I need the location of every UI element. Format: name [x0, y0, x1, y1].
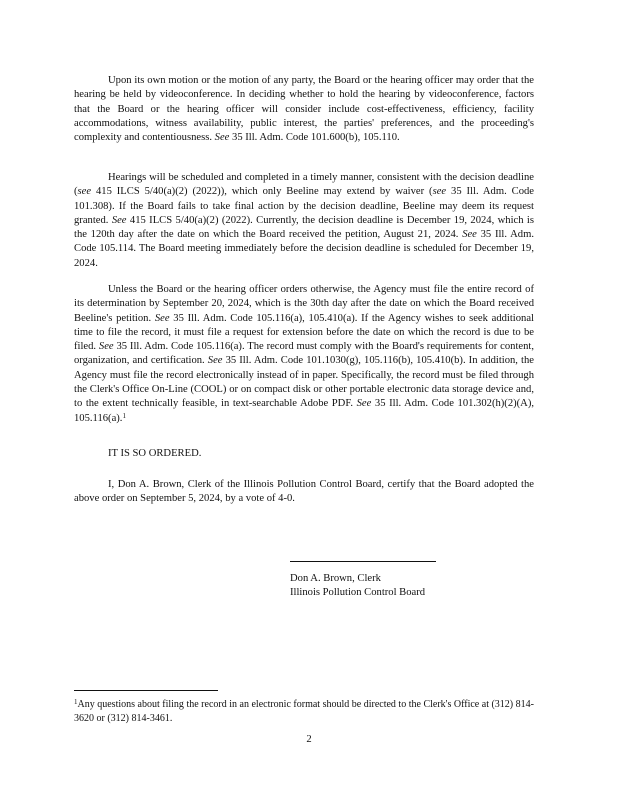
para-text: I, Don A. Brown, Clerk of the Illinois Pollution Control Board, certify that the Board adopted the above order on September 5, 2024, by a vote of 4-0. [74, 479, 534, 505]
citation-signal: See [356, 398, 372, 410]
citation-signal: See [111, 214, 127, 226]
para-text: Hearings will be scheduled and completed in a timely manner, consistent with the decision deadline ( [74, 172, 534, 198]
paragraph-hearings [74, 171, 534, 271]
page-number: 2 [306, 734, 312, 745]
para-text: IT IS SO ORDERED. [108, 448, 202, 459]
footnote-divider [74, 690, 218, 691]
order-statement [74, 447, 534, 461]
footnote-mark: 1 [74, 698, 78, 706]
para-text: 35 Ill. Adm. Code 105.114. The Board meeting immediately before the decision deadline is scheduled for December 19, 2024. [74, 229, 534, 269]
para-text: 35 Ill. Adm. Code 101.302(h)(2)(A), 105.116(a). [74, 398, 535, 424]
para-text: Upon its own motion or the motion of any party, the Board or the hearing officer may order that the hearing be held by videoconference. In deciding whether to hold the hearing by videoconference, factors that the Board or the hearing officer will consider include cost-effectiveness, efficiency, facility accommodations, witness availability, public interest, the parties' preferences, and the proceeding's complexity and contentiousness. [74, 75, 534, 144]
citation-signal: See [207, 355, 223, 367]
footnote-text: Any questions about filing the record in an electronic format should be directed to the Clerk's Office at (312) 814-3620 or (312) 814-3461. [74, 699, 534, 724]
signature-line [290, 561, 436, 562]
para-text: 35 Ill. Adm. Code 105.116(a). The record must comply with the Board's requirements for content, organization, and certification. [74, 341, 534, 367]
para-text: 35 Ill. Adm. Code 101.1030(g), 105.116(b), 105.410(b). In addition, the Agency must file the record electronically instead of in paper. Specifically, the record must be filed through the Clerk's Office On-Line (COOL) or on compact disk or other portable electronic data storage device and, to the extent technically feasible, in text-searchable Adobe PDF. [74, 355, 534, 410]
citation-signal: See [462, 229, 477, 241]
footnote-reference: 1 [122, 411, 126, 420]
signatory-name: Don A. Brown, Clerk [290, 573, 381, 584]
paragraph-record [74, 283, 534, 426]
citation-signal: See [214, 132, 230, 144]
clerk-certification [74, 478, 534, 507]
paragraph-videoconference [74, 74, 534, 145]
para-text: Unless the Board or the hearing officer orders otherwise, the Agency must file the entire record of its determination by September 20, 2024, which is the 30th day after the date on which the Board received Beeline's petition. [74, 284, 534, 324]
para-text: 35 Ill. Adm. Code 101.308). If the Board fails to take final action by the decision deadline, Beeline may deem its request granted. [74, 186, 535, 226]
citation-signal: See [154, 312, 170, 324]
para-text: 35 Ill. Adm. Code 105.116(a), 105.410(a). If the Agency wishes to seek additional time to file the record, it must file a request for extension before the date on which the record is due to be filed. [74, 312, 534, 353]
para-text: 35 Ill. Adm. Code 101.600(b), 105.110. [232, 132, 400, 144]
citation-signal: see [77, 186, 92, 198]
para-text: 415 ILCS 5/40(a)(2) (2022)), which only Beeline may extend by waiver ( [95, 186, 433, 198]
signatory-organization: Illinois Pollution Control Board [290, 587, 426, 598]
citation-signal: See [98, 341, 114, 353]
para-text: 415 ILCS 5/40(a)(2) (2022). Currently, the decision deadline is December 19, 2024, which is the 120th day after the date on which the Board received the petition, August 21, 2024. [74, 214, 534, 241]
citation-signal: see [432, 186, 447, 198]
footnote [74, 698, 534, 725]
